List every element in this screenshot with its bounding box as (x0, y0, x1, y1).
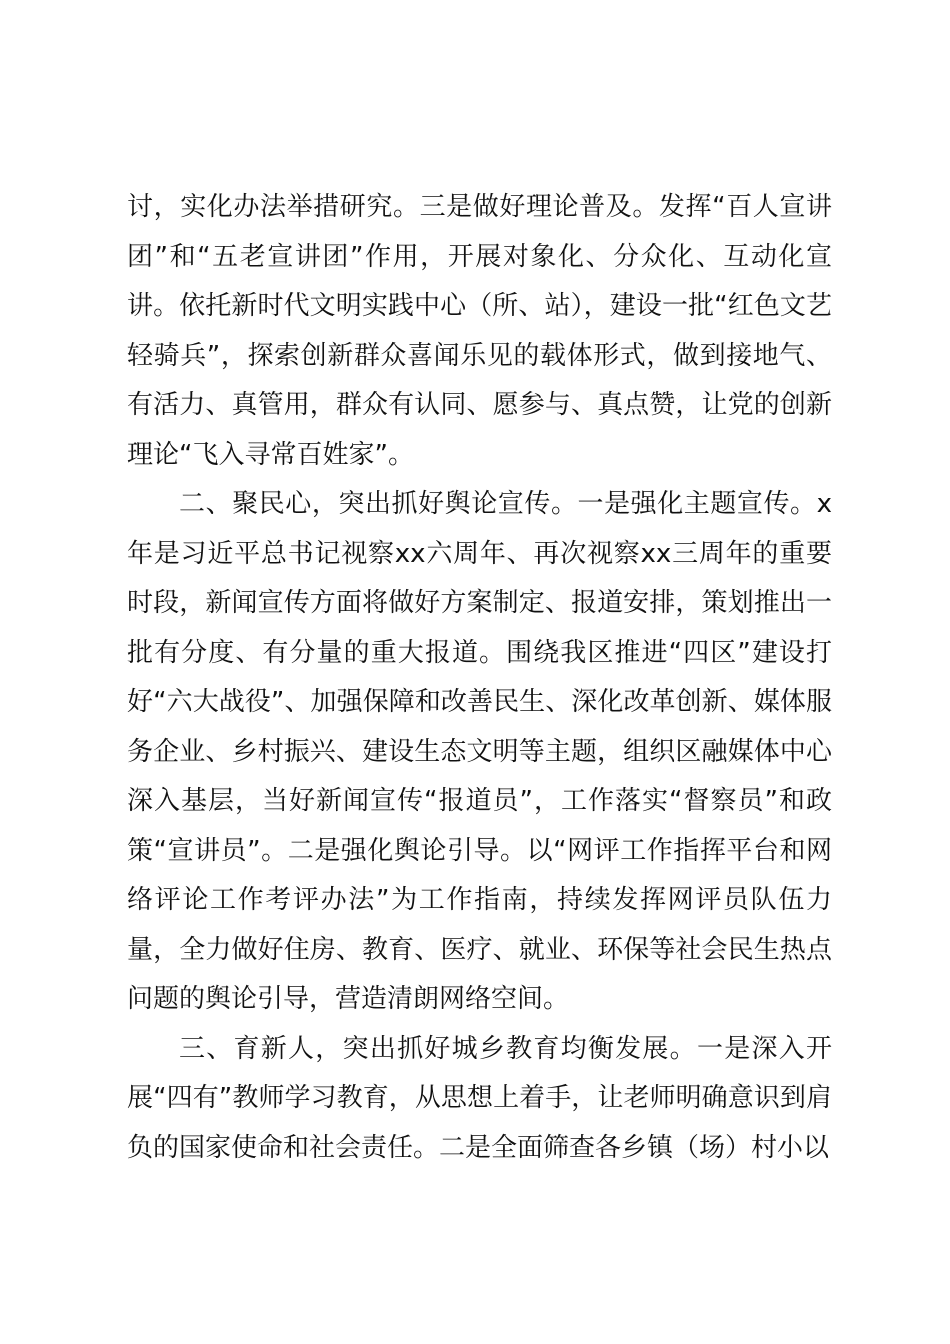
paragraph-3: 三、育新人，突出抓好城乡教育均衡发展。一是深入开展“四有”教师学习教育，从思想上着手，让老师明确意识到肩负的国家使命和社会责任。二是全面筛查各乡镇（场）村小以 (127, 1033, 832, 1163)
document-body (127, 183, 832, 1173)
paragraph-1: 讨，实化办法举措研究。三是做好理论普及。发挥“百人宣讲团”和“五老宣讲团”作用，开展对象化、分众化、互动化宣讲。依托新时代文明实践中心（所、站），建设一批“红色文艺轻骑兵”，探索创新群众喜闻乐见的载体形式，做到接地气、有活力、真管用，群众有认同、愿参与、真点赞，让党的创新理论“飞入寻常百姓家”。 (127, 192, 832, 470)
paragraph-2: 二、聚民心，突出抓好舆论宣传。一是强化主题宣传。x年是习近平总书记视察xx六周年、再次视察xx三周年的重要时段，新闻宣传方面将做好方案制定、报道安排，策划推出一批有分度、有分量的重大报道。围绕我区推进“四区”建设打好“六大战役”、加强保障和改善民生、深化改革创新、媒体服务企业、乡村振兴、建设生态文明等主题，组织区融媒体中心深入基层，当好新闻宣传“报道员”，工作落实“督察员”和政策“宣讲员”。二是强化舆论引导。以“网评工作指挥平台和网络评论工作考评办法”为工作指南，持续发挥网评员队伍力量，全力做好住房、教育、医疗、就业、环保等社会民生热点问题的舆论引导，营造清朗网络空间。 (127, 489, 832, 1014)
